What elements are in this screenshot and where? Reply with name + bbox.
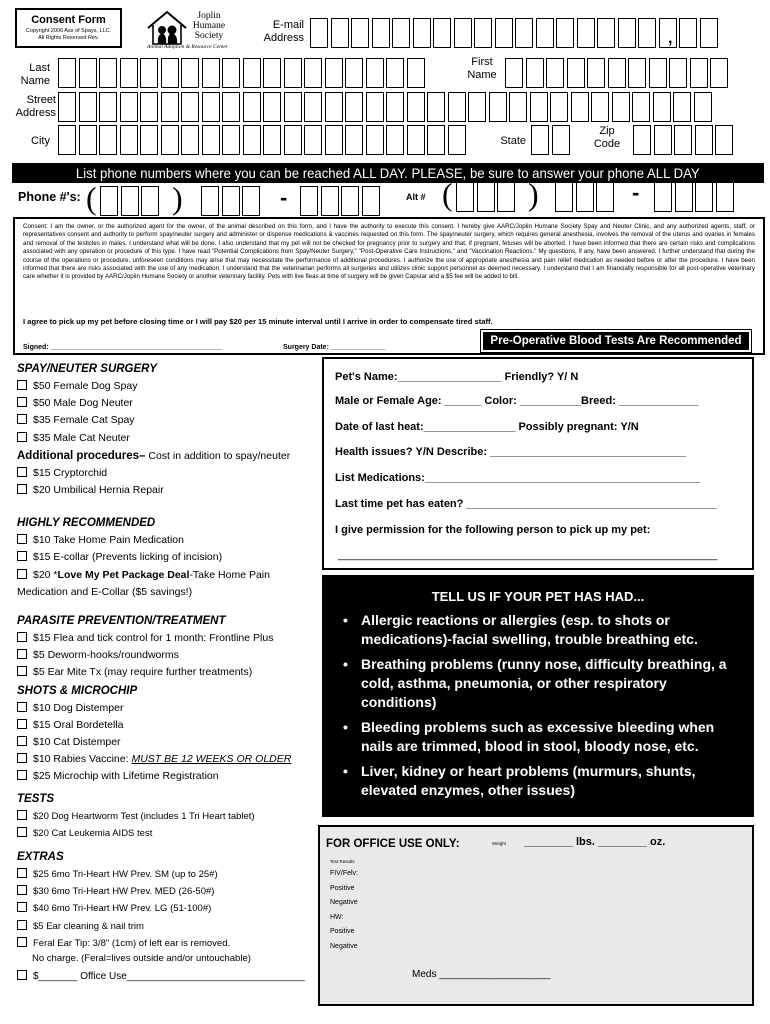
feral-note: No charge. (Feral=lives outside and/or untouchable) (32, 953, 251, 965)
checkbox[interactable] (17, 484, 27, 494)
first-name-field[interactable] (505, 58, 728, 88)
love-package-line2: Medication and E-Collar ($5 savings!) (17, 585, 193, 598)
last-name-char-box[interactable] (120, 58, 138, 88)
extra-item-label: $25 6mo Tri-Heart HW Prev. SM (up to 25#) (33, 869, 218, 881)
additional-item[interactable] (17, 482, 322, 499)
office-use-label: $_______ Office Use________________________________ (33, 971, 305, 983)
extra-item[interactable] (17, 866, 322, 883)
alt-digit-box[interactable] (477, 182, 495, 212)
feral-ear-tip-item[interactable] (17, 935, 322, 952)
zip-char-box[interactable] (715, 125, 733, 155)
checkbox[interactable] (17, 551, 27, 561)
phone-digit-box[interactable] (100, 186, 118, 216)
health-issues-line[interactable]: Health issues? Y/N Describe: ________________________________ (335, 446, 686, 458)
pet-name-line[interactable]: Pet's Name:_________________ Friendly? Y/ N (335, 371, 579, 383)
city-char-box[interactable] (263, 125, 281, 155)
parasite-item-label: $15 Flea and tick control for 1 month: Frontline Plus (33, 632, 274, 645)
pickup-permission-text: I give permission for the following person to pick up my pet: (335, 524, 651, 536)
street-char-box[interactable] (140, 92, 158, 122)
checkbox[interactable] (17, 902, 27, 912)
street-char-box[interactable] (427, 92, 445, 122)
phone-line-number[interactable] (300, 186, 380, 216)
medical-history-warning (322, 575, 754, 817)
fiv-felv-label: FIV/Felv: (330, 870, 359, 877)
test-results-label: Test Results (330, 859, 355, 864)
street-char-box[interactable] (99, 92, 117, 122)
phone-dash: - (280, 185, 288, 210)
last-name-char-box[interactable] (407, 58, 425, 88)
street-char-box[interactable] (489, 92, 507, 122)
checkbox[interactable] (17, 827, 27, 837)
phone-open-paren: ( (86, 180, 97, 216)
city-char-box[interactable] (79, 125, 97, 155)
test-results-list (330, 857, 358, 955)
surgery-date-line: Surgery Date: ______________ (283, 344, 386, 351)
recommended-item-label: $10 Take Home Pain Medication (33, 534, 184, 547)
last-name-char-box[interactable] (99, 58, 117, 88)
recommended-item[interactable] (17, 532, 322, 549)
street-char-box[interactable] (161, 92, 179, 122)
city-char-box[interactable] (202, 125, 220, 155)
email-char-box[interactable] (700, 18, 718, 48)
parasite-item[interactable] (17, 630, 322, 647)
checkbox[interactable] (17, 649, 27, 659)
extra-item[interactable] (17, 883, 322, 900)
last-name-char-box[interactable] (386, 58, 404, 88)
first-name-char-box[interactable] (608, 58, 626, 88)
spay-neuter-title: SPAY/NEUTER SURGERY (17, 363, 157, 375)
last-name-label: Last Name (20, 62, 50, 87)
medications-line[interactable]: List Medications:_____________________________________________ (335, 472, 701, 484)
city-label: City (31, 135, 50, 147)
first-name-char-box[interactable] (628, 58, 646, 88)
state-char-box[interactable] (531, 125, 549, 155)
last-name-char-box[interactable] (58, 58, 76, 88)
city-char-box[interactable] (222, 125, 240, 155)
parasite-title: PARASITE PREVENTION/TREATMENT (17, 615, 226, 628)
shot-item[interactable] (17, 700, 322, 717)
email-char-box[interactable] (618, 18, 636, 48)
pickup-agreement: I agree to pick up my pet before closing time or I will pay $20 per 15 minute interval until I arrive in order to compensate tired staff. (23, 317, 493, 326)
phone-digit-box[interactable] (141, 186, 159, 216)
spay-item-label: $50 Female Dog Spay (33, 380, 138, 392)
street-char-box[interactable] (468, 92, 486, 122)
phone-label: Phone #'s: (18, 190, 81, 204)
alt-digit-box[interactable] (654, 182, 672, 212)
email-char-box[interactable] (310, 18, 328, 48)
checkbox[interactable] (17, 414, 27, 424)
services-column (17, 360, 322, 985)
city-char-box[interactable] (448, 125, 466, 155)
email-char-box[interactable] (392, 18, 410, 48)
state-char-box[interactable] (552, 125, 570, 155)
pickup-person-line[interactable]: ______________________________________________________________ (338, 549, 718, 561)
last-name-char-box[interactable] (202, 58, 220, 88)
blood-tests-text: Pre-Operative Blood Tests Are Recommended (490, 335, 742, 347)
joplin-humane-society-logo (145, 8, 245, 52)
office-use-item[interactable] (17, 968, 322, 985)
first-name-char-box[interactable] (526, 58, 544, 88)
weight-line[interactable]: ________ lbs. ________ oz. (524, 836, 666, 848)
checkbox[interactable] (17, 885, 27, 895)
email-char-box[interactable] (372, 18, 390, 48)
last-name-char-box[interactable] (263, 58, 281, 88)
alt-line-number[interactable] (654, 182, 734, 212)
street-char-box[interactable] (325, 92, 343, 122)
first-name-label: First Name (467, 56, 497, 81)
logo-tagline: Animal Adoption & Resource Center (147, 44, 228, 50)
phone-prefix[interactable] (201, 186, 260, 216)
checkbox[interactable] (17, 868, 27, 878)
sex-age-color-breed-line[interactable]: Male or Female Age: ______ Color: __________Breed: _____________ (335, 395, 699, 407)
city-char-box[interactable] (427, 125, 445, 155)
office-use-box (318, 825, 754, 1006)
first-name-char-box[interactable] (567, 58, 585, 88)
email-dot: , (668, 30, 673, 47)
last-name-char-box[interactable] (366, 58, 384, 88)
zip-label: Zip Code (593, 125, 621, 150)
first-name-char-box[interactable] (546, 58, 564, 88)
love-price: $20 * (33, 568, 58, 581)
weight-label: Weight (492, 841, 506, 846)
consent-form-title-box (15, 8, 122, 48)
additional-note: Cost in addition to spay/neuter (145, 449, 291, 462)
street-char-box[interactable] (366, 92, 384, 122)
street-char-box[interactable] (386, 92, 404, 122)
street-char-box[interactable] (304, 92, 322, 122)
test-item-label: $20 Cat Leukemia AIDS test (33, 827, 153, 839)
zip-char-box[interactable] (695, 125, 713, 155)
first-name-char-box[interactable] (505, 58, 523, 88)
negative-label: Negative (330, 899, 358, 907)
city-char-box[interactable] (181, 125, 199, 155)
checkbox[interactable] (17, 569, 27, 579)
spay-item[interactable] (17, 430, 322, 447)
street-char-box[interactable] (530, 92, 548, 122)
shot-item-label: $15 Oral Bordetella (33, 718, 124, 731)
city-char-box[interactable] (120, 125, 138, 155)
checkbox[interactable] (17, 467, 27, 477)
street-char-box[interactable] (694, 92, 712, 122)
extra-item-label: $40 6mo Tri-Heart HW Prev. LG (51-100#) (33, 903, 212, 915)
first-name-char-box[interactable] (669, 58, 687, 88)
email-char-box[interactable] (577, 18, 595, 48)
feral-ear-tip-label: Feral Ear Tip: 3/8" (1cm) of left ear is removed. (33, 937, 231, 949)
street-char-box[interactable] (181, 92, 199, 122)
checkbox[interactable] (17, 666, 27, 676)
consent-paragraph: Consent: I am the owner, or the authorized agent for the owner, of the animal described on this form, and I have the authority to execute this consent. I hereby give AARC/Joplin Humane Society Spay and Neuter Clinic, and any authorized agents, staff, or representatives consent and authority to perform spay/neuter surgery and administer or dispense medications & vaccines requested on this form. The spay/neuter surgery, which requires general anesthesia, involves the removal of the uterus and ovaries in females and removal of the testicles in males. I understand what will be done. I also understand that my pet will not be checked for pregnancy prior to surgery and that, if pregnant, fetuses will be aborted. I have been informed that there are certain risks and complications associated with any operation or procedure of this type. I have read "Potential Complications from Spay/Neuter Surgery," "Post-Operative Care Instructions," and "Vaccination Reactions." My questions, if any, have been answered. I further understand that during the course of the operations or procedure, unforeseen conditions may arise that may necessitate the performance of additional procedures. I authorize the use of appropriate anesthesia and pain relief medication as needed before or after the procedure. I have been informed that there are risks associated with the use of any medication. I understand that the veterinarian performs all surgeries and utilizes clinic support personnel as deemed necessary. I understand that I am financially responsible for all post-operative veterinary care whether it is provided by AARC/Joplin Humane Society or another veterinary facility. Pets with live fleas at time of surgery will be given Capstar and a $5 fee will be added to bill. (23, 223, 755, 281)
extra-item-label: $5 Ear cleaning & nail trim (33, 920, 144, 932)
alt-phone-label: Alt # (406, 192, 426, 202)
alt-digit-box[interactable] (576, 182, 594, 212)
street-char-box[interactable] (263, 92, 281, 122)
city-char-box[interactable] (386, 125, 404, 155)
phone-digit-box[interactable] (300, 186, 318, 216)
spay-item-label: $35 Male Cat Neuter (33, 431, 130, 444)
phone-digit-box[interactable] (201, 186, 219, 216)
phone-area-code[interactable] (100, 186, 159, 216)
city-char-box[interactable] (284, 125, 302, 155)
additional-procedures-heading (17, 447, 322, 465)
love-package-name: Love My Pet Package Deal (57, 568, 190, 581)
street-char-box[interactable] (632, 92, 650, 122)
alt-digit-box[interactable] (695, 182, 713, 212)
email-char-box[interactable] (495, 18, 513, 48)
zip-char-box[interactable] (674, 125, 692, 155)
rabies-label: $10 Rabies Vaccine: (33, 753, 132, 766)
email-char-box[interactable] (638, 18, 656, 48)
phone-digit-box[interactable] (242, 186, 260, 216)
blood-tests-banner (481, 330, 751, 352)
pet-info-box (322, 357, 754, 570)
positive-label: Positive (330, 928, 355, 936)
checkbox[interactable] (17, 736, 27, 746)
city-char-box[interactable] (161, 125, 179, 155)
warning-list (343, 611, 743, 806)
email-char-box[interactable] (597, 18, 615, 48)
email-char-box[interactable] (413, 18, 431, 48)
additional-item-label: $15 Cryptorchid (33, 466, 108, 479)
alt-digit-box[interactable] (716, 182, 734, 212)
email-char-box[interactable] (515, 18, 533, 48)
email-char-box[interactable] (433, 18, 451, 48)
email-char-box[interactable] (474, 18, 492, 48)
last-name-char-box[interactable] (345, 58, 363, 88)
checkbox[interactable] (17, 702, 27, 712)
alt-digit-box[interactable] (555, 182, 573, 212)
checkbox[interactable] (17, 770, 27, 780)
parasite-item-label: $5 Deworm-hooks/roundworms (33, 649, 179, 662)
parasite-item-label: $5 Ear Mite Tx (may require further treatments) (33, 666, 253, 679)
office-meds-line[interactable]: Meds ____________________ (412, 969, 551, 980)
street-char-box[interactable] (591, 92, 609, 122)
extra-item[interactable] (17, 900, 322, 917)
alt-digit-box[interactable] (497, 182, 515, 212)
last-name-char-box[interactable] (161, 58, 179, 88)
last-name-char-box[interactable] (181, 58, 199, 88)
test-item[interactable] (17, 808, 322, 825)
checkbox[interactable] (17, 432, 27, 442)
spay-item[interactable] (17, 412, 322, 429)
recommended-item[interactable] (17, 549, 322, 566)
alt-close-paren: ) (528, 176, 539, 212)
city-field[interactable] (58, 125, 466, 155)
city-char-box[interactable] (99, 125, 117, 155)
spay-item[interactable] (17, 395, 322, 412)
street-char-box[interactable] (345, 92, 363, 122)
signed-line: Signed: ____________________________________________ (23, 344, 222, 351)
last-name-char-box[interactable] (243, 58, 261, 88)
city-char-box[interactable] (140, 125, 158, 155)
zip-field[interactable] (633, 125, 733, 155)
city-char-box[interactable] (366, 125, 384, 155)
last-name-char-box[interactable] (304, 58, 322, 88)
zip-char-box[interactable] (633, 125, 651, 155)
street-char-box[interactable] (673, 92, 691, 122)
first-name-char-box[interactable] (587, 58, 605, 88)
street-char-box[interactable] (79, 92, 97, 122)
alt-dash: - (632, 180, 640, 205)
phone-digit-box[interactable] (321, 186, 339, 216)
alt-digit-box[interactable] (675, 182, 693, 212)
email-char-box[interactable] (351, 18, 369, 48)
house-cat-dog-icon (145, 8, 195, 46)
checkbox[interactable] (17, 937, 27, 947)
street-char-box[interactable] (222, 92, 240, 122)
alt-digit-box[interactable] (596, 182, 614, 212)
city-char-box[interactable] (345, 125, 363, 155)
state-field[interactable] (531, 125, 570, 155)
extra-item[interactable] (17, 918, 322, 935)
extra-item-label: $30 6mo Tri-Heart HW Prev. MED (26-50#) (33, 886, 215, 898)
street-char-box[interactable] (284, 92, 302, 122)
alt-open-paren: ( (442, 176, 453, 212)
last-name-char-box[interactable] (79, 58, 97, 88)
highly-recommended-title: HIGHLY RECOMMENDED (17, 517, 156, 530)
phone-banner (12, 163, 764, 183)
consent-section (13, 217, 765, 355)
spay-item[interactable] (17, 378, 322, 395)
email-char-box[interactable] (331, 18, 349, 48)
checkbox[interactable] (17, 920, 27, 930)
last-heat-line[interactable]: Date of last heat:_______________ Possibly pregnant: Y/N (335, 421, 639, 433)
microchip-item[interactable] (17, 768, 322, 785)
parasite-item[interactable] (17, 664, 322, 681)
last-name-field[interactable] (58, 58, 425, 88)
shot-item[interactable] (17, 734, 322, 751)
first-name-char-box[interactable] (649, 58, 667, 88)
city-char-box[interactable] (58, 125, 76, 155)
last-name-char-box[interactable] (222, 58, 240, 88)
checkbox[interactable] (17, 534, 27, 544)
street-char-box[interactable] (509, 92, 527, 122)
email-char-box[interactable] (536, 18, 554, 48)
last-name-char-box[interactable] (140, 58, 158, 88)
phone-close-paren: ) (172, 180, 183, 216)
email-char-box[interactable] (454, 18, 472, 48)
street-char-box[interactable] (571, 92, 589, 122)
office-use-title: FOR OFFICE USE ONLY: (326, 838, 460, 850)
state-label: State (500, 135, 526, 147)
rabies-age-requirement: MUST BE 12 WEEKS OR OLDER (131, 753, 292, 766)
shot-item[interactable] (17, 717, 322, 734)
street-char-box[interactable] (407, 92, 425, 122)
copyright-text: Copyright 2006 Ass of Spays, LLC. All Rights Reserved Rev. (25, 28, 112, 41)
alt-digit-box[interactable] (456, 182, 474, 212)
last-name-char-box[interactable] (284, 58, 302, 88)
recommended-item-label: $15 E-collar (Prevents licking of incision) (33, 551, 223, 564)
phone-banner-text: List phone numbers where you can be reached ALL DAY. PLEASE, be sure to answer your phone ALL DAY (76, 165, 700, 181)
phone-digit-box[interactable] (121, 186, 139, 216)
city-char-box[interactable] (304, 125, 322, 155)
additional-title: Additional procedures– (17, 449, 146, 462)
street-char-box[interactable] (243, 92, 261, 122)
alt-area-code[interactable] (456, 182, 515, 212)
first-name-char-box[interactable] (710, 58, 728, 88)
street-char-box[interactable] (612, 92, 630, 122)
warning-item: • Breathing problems (runny nose, difficulty breathing, a cold, asthma, pneumonia, or other respiratory conditions) (343, 655, 743, 712)
shots-title: SHOTS & MICROCHIP (17, 684, 138, 697)
tests-title: TESTS (17, 792, 55, 805)
warning-item: • Bleeding problems such as excessive bleeding when nails are trimmed, blood in stool, bloody nose, etc. (343, 718, 743, 756)
last-name-char-box[interactable] (325, 58, 343, 88)
street-char-box[interactable] (120, 92, 138, 122)
additional-item[interactable] (17, 465, 322, 482)
city-char-box[interactable] (407, 125, 425, 155)
email-label: E-mail Address (263, 19, 304, 44)
checkbox[interactable] (17, 753, 27, 763)
negative-label: Negative (330, 942, 358, 950)
city-char-box[interactable] (243, 125, 261, 155)
checkbox[interactable] (17, 719, 27, 729)
warning-item: • Allergic reactions or allergies (esp. to shots or medications)-facial swelling, trouble breathing etc. (343, 611, 743, 649)
street-char-box[interactable] (202, 92, 220, 122)
hw-label: HW: (330, 913, 344, 921)
logo-name: Joplin Humane Society (192, 11, 226, 41)
warning-title: TELL US IF YOUR PET HAS HAD... (431, 589, 645, 604)
alt-prefix[interactable] (555, 182, 614, 212)
email-char-box[interactable] (679, 18, 697, 48)
street-char-box[interactable] (58, 92, 76, 122)
shot-item-label: $10 Dog Distemper (33, 701, 124, 714)
phone-digit-box[interactable] (222, 186, 240, 216)
love-package-desc: -Take Home Pain (189, 568, 270, 581)
checkbox[interactable] (17, 632, 27, 642)
spay-item-label: $50 Male Dog Neuter (33, 397, 133, 410)
warning-item: • Liver, kidney or heart problems (murmurs, shunts, elevated enzymes, other issues) (343, 762, 743, 800)
test-item[interactable] (17, 825, 322, 842)
street-char-box[interactable] (550, 92, 568, 122)
rabies-item[interactable] (17, 751, 322, 768)
checkbox[interactable] (17, 810, 27, 820)
additional-item-label: $20 Umbilical Hernia Repair (33, 484, 164, 497)
city-char-box[interactable] (325, 125, 343, 155)
spay-item-label: $35 Female Cat Spay (33, 414, 135, 427)
shot-item-label: $10 Cat Distemper (33, 736, 121, 749)
consent-form-title: Consent Form (31, 14, 106, 26)
phone-digit-box[interactable] (341, 186, 359, 216)
test-item-label: $20 Dog Heartworm Test (includes 1 Tri Heart tablet) (33, 810, 255, 822)
first-name-char-box[interactable] (690, 58, 708, 88)
parasite-item[interactable] (17, 647, 322, 664)
street-char-box[interactable] (448, 92, 466, 122)
love-my-pet-package[interactable] (17, 567, 322, 584)
street-address-label: Street Address (15, 94, 56, 119)
email-char-box[interactable] (556, 18, 574, 48)
checkbox[interactable] (17, 380, 27, 390)
email-field[interactable] (310, 18, 718, 48)
zip-char-box[interactable] (654, 125, 672, 155)
phone-digit-box[interactable] (362, 186, 380, 216)
positive-label: Positive (330, 884, 355, 892)
extras-title: EXTRAS (17, 851, 64, 864)
street-address-field[interactable] (58, 92, 712, 122)
checkbox[interactable] (17, 397, 27, 407)
street-char-box[interactable] (653, 92, 671, 122)
checkbox[interactable] (17, 970, 27, 980)
microchip-label: $25 Microchip with Lifetime Registration (33, 770, 219, 783)
last-eaten-line[interactable]: Last time pet has eaten? _________________________________________ (335, 498, 718, 510)
